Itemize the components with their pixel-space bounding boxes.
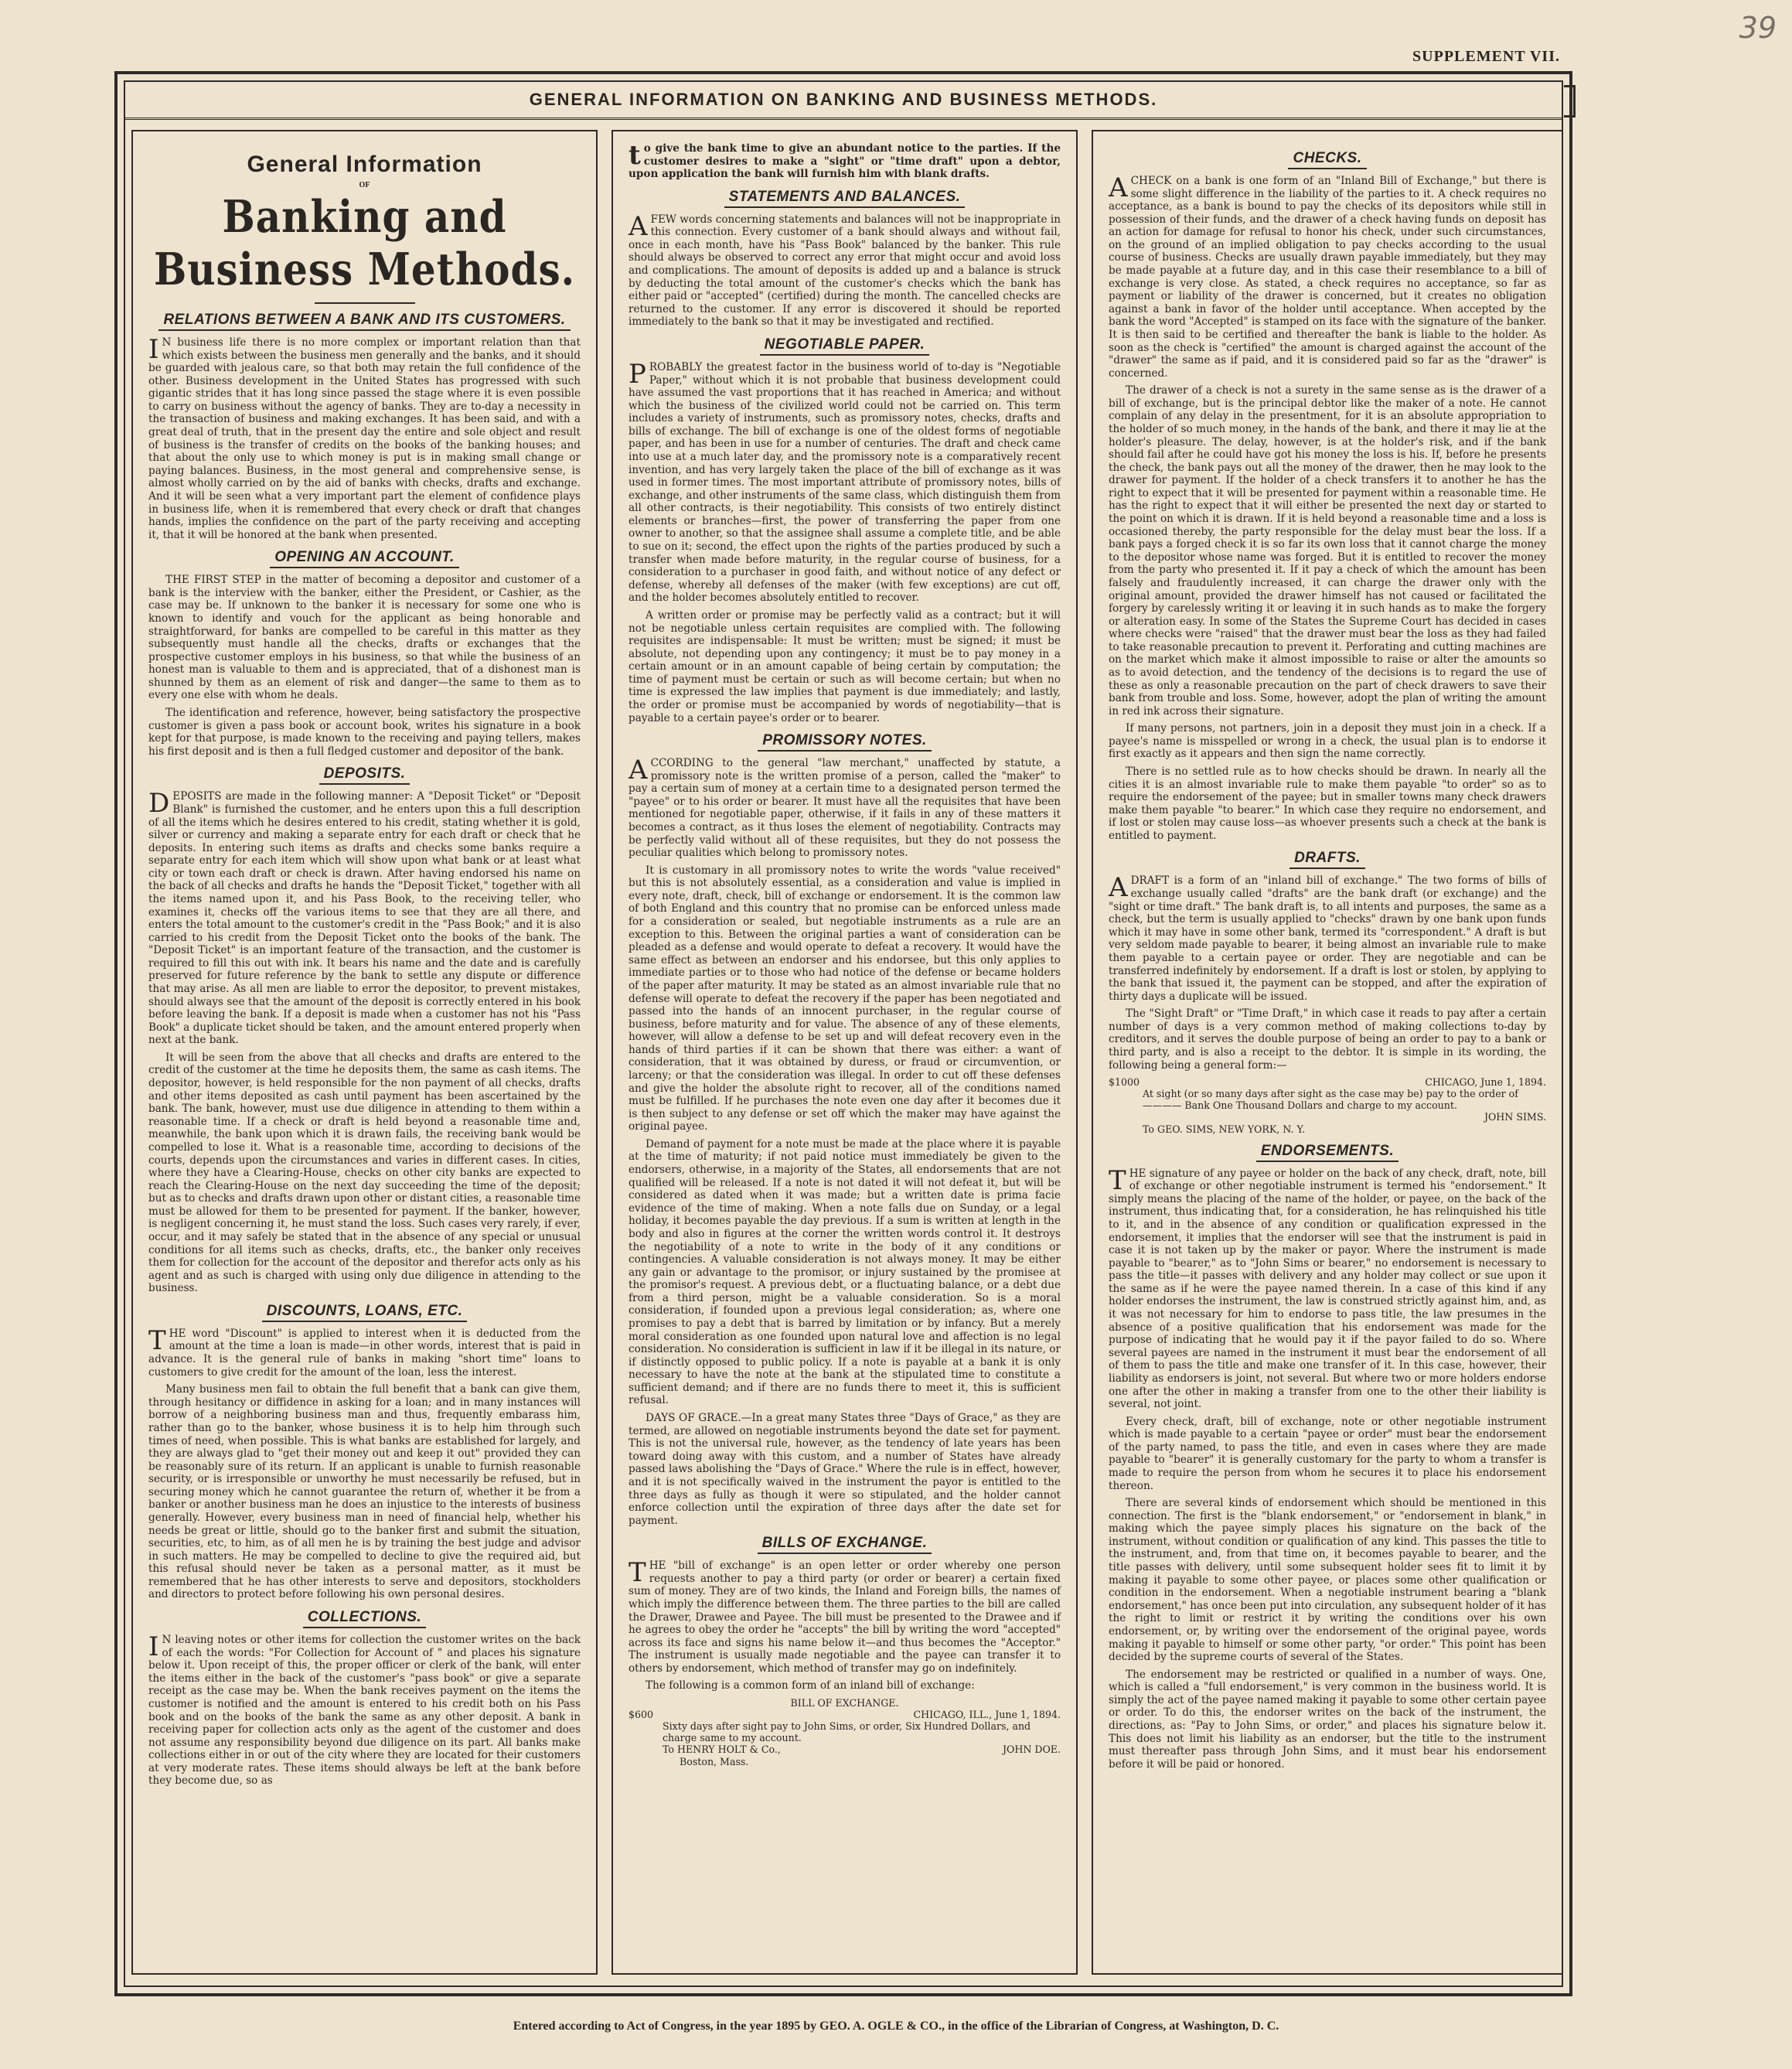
supplement-label: SUPPLEMENT VII. xyxy=(1412,48,1560,65)
checks-p2: The drawer of a check is not a surety in the same sense as is the drawer of a bill of exchange, but is the principal debtor like the maker of a note. He cannot complain of any delay in the presentment, for it is an absolute appropriation to the holder of so much money, in the hands of the bank, and there it may lie at the holder's pleasure. The delay, however, is at the holder's risk, and if the bank should fail after he could have got his money the loss is his. If, before he presents the check, the bank pays out all the money of the drawer, then he may look to the drawer for payment. If the holder of a check transfers it to another he has the right to expect that it will be presented for payment within a reasonable time. He has the right to expect that it will either be presented the next day or started to the point on which it is drawn. If it is held beyond a reasonable time and a loss is occasioned thereby, the party responsible for the delay must bear the loss. If a bank pays a forged check it is so far its own loss that it cannot charge the money to the depositor whose name was forged. But it is entitled to recover the money from the party who presented it. If it pay a check of which the amount has been falsely and fraudulently increased, it can charge the drawer only with the original amount, provided the drawer himself has not caused or facilitated the forgery by carelessly writing it or leaving it in such hands as to make the forgery or alteration easy. In some of the States the Supreme Court has decided in cases where checks were "raised" that the drawer must bear the loss as they had failed to take reasonable precaution to prevent it. Perforating and cutting machines are on the market which make it almost impossible to raise or alter the amounts so as to avoid detection, and the tendency of the decisions is to regard the use of these as only a reasonable precaution on the part of check drawers to save their bank from trouble and loss. Some, however, adopt the plan of writing the amount in red ink across their signature. xyxy=(1109,384,1546,718)
promissory-p1: ACCORDING to the general "law merchant," unaffected by statute, a promissory note is the written promise of a person, called the "maker" to pay a certain sum of money at a certain time to a designated person termed the "payee" or to his order or bearer. It must have all the requisites that have been mentioned for negotiable paper, otherwise, if it fails in any of these matters it becomes a contract, as it thus loses the element of negotiability. Contracts may be perfectly valid without all of these requisites, but they do not possess the peculiar qualities which belong to promissory notes. xyxy=(629,755,1061,860)
endorsements-p3: There are several kinds of endorsement which should be mentioned in this connection. The first is the "blank endorsement," or "endorsement in blank," in making which the payee simply places his signature on the back of the instrument, without condition or qualification of any kind. This passes the title to the instrument, and, from that time on, it becomes payable to bearer, and the title passes with delivery, until some subsequent holder sees fit to limit it by making it payable to some other payee, or places some other qualification or condition in the endorsement. When a negotiable instrument bearing a "blank endorsement," has once been put into circulation, any subsequent holder of it has the right to limit or restrict it by writing the conditions over his own endorsement, or, by writing over the endorsement of the original payee, words making it payable to himself or some other party, "or order." This point has been decided by the supreme courts of several of the States. xyxy=(1109,1497,1546,1664)
draft-form-signer: JOHN SIMS. xyxy=(1484,1111,1546,1123)
checks-p1: ACHECK on a bank is one form of an "Inland Bill of Exchange," but there is some slight difference in the liability of the parties to it. A check requires no acceptance, as a bank is bound to pay the checks of its depositors while still in possession of their funds, and the drawer of a check having funds on deposit has an action for damage for refusal to honor his check, under such circumstances, on the ground of an implied obligation to pay checks according to the usual course of business. Checks are usually drawn payable immediately, but they may be made payable at a future day, and in this case their resemblance to a bill of exchange is very close. As stated, a check requires no acceptance, so far as payment or liability of the drawer is concerned, but it creates no obligation against a bank in favor of the holder until acceptance. When accepted by the bank the word "Accepted" is stamped on its face with the signature of the banker. It is then said to be certified and thereafter the bank is liable to the holder. As soon as the check is "certified" the amount is charged against the account of the "drawer" the same as if paid, and it is considered paid so far as the "drawer" is concerned. xyxy=(1109,172,1546,380)
draft-form xyxy=(1109,1076,1546,1135)
title-rule xyxy=(315,302,415,304)
discounts-p1: THE word "Discount" is applied to interest when it is deducted from the amount at the time a loan is made—in other words, interest that is paid in advance. It is the general rule of banks in making "short time" loans to customers to give credit for the amount of the loan, less the interest. xyxy=(148,1324,581,1379)
promissory-p3: Demand of payment for a note must be made at the place where it is payable at the time of maturity; if not paid notice must immediately be given to the endorsers, otherwise, in a majority of the States, all endorsements that are not qualified will be released. If a note is not dated it will not defeat it, but will be considered as dated when it was made; but a written date is prima facie evidence of the time of making. When a note falls due on Sunday, or a legal holiday, it becomes payable the day previous. If a sum is written at length in the body and also in figures at the corner the written words control it. It destroys the negotiability of a note to write in the body of it any conditions or contingencies. A valuable consideration is not always money. It may be either any gain or advantage to the promisor, or injury sustained by the promisee at the promisor's request. A previous debt, or a fluctuating balance, or a debt due from a third person, might be a valuable consideration. So is a moral consideration, if founded upon a previous legal consideration; as, where one promises to pay a debt that is barred by limitation or by infancy. But a merely moral consideration as one founded upon natural love and affection is no legal consideration. No consideration is sufficient in law if it be illegal in its nature, or if distinctly opposed to public policy. If a note is payable at a bank it is only necessary to have the note at the bank at the stipulated time to constitute a sufficient demand; and if there are no funds there to meet it, this is sufficient refusal. xyxy=(629,1137,1061,1407)
drafts-p2: The "Sight Draft" or "Time Draft," in which case it reads to pay after a certain number of days is a very common method of making collections to-day by creditors, and it serves the double purpose of being an order to pay to a bank or third party, and is also a receipt to the debtor. It is simple in its wording, the following being a general form:— xyxy=(1109,1007,1546,1072)
bill-form-amount: $600 xyxy=(629,1709,654,1721)
draft-form-body: At sight (or so many days after sight as the case may be) pay to the order of ———— Bank One Thousand Dollars and charge to my account. xyxy=(1143,1088,1518,1112)
negotiable-p1: PROBABLY the greatest factor in the business world of to-day is "Negotiable Paper," without which it is not probable that business development could have assumed the vast proportions that it has reached in America; and without which the business of the civilized world could not be carried on. This term includes a variety of instruments, such as promissory notes, checks, drafts and bills of exchange. The bill of exchange is one of the oldest forms of negotiable paper, and has been in use for a number of centuries. The draft and check came into use at a much later day, and the promissory note is a comparatively recent invention, and has very largely taken the place of the bill of exchange as it was used in former times. The most important attribute of promissory notes, bills of exchange, and other instruments of the same class, which distinguish them from all other contracts, is their negotiability. This consists of two entirely distinct elements or branches—first, the power of transferring the paper from one owner to another, so that the assignee shall assume a complete title, and be able to sue on it; second, the effect upon the rights of the parties produced by such a transfer when made before maturity, in the regular course of business, for a consideration to a purchaser in good faith, and without notice of any defect or defense, whereby all defenses of the maker (with few exceptions) are cut off, and the holder becomes absolutely entitled to recover. xyxy=(629,358,1061,605)
endorsements-p1: THE signature of any payee or holder on the back of any check, draft, note, bill of exchange or other negotiable instrument is termed his "endorsement." It simply means the placing of the name of the holder, or payee, on the back of the instrument, thus indicating that, for a consideration, he has relinquished his title to it, and in the absence of any condition or qualification expressed in the endorsement, it implies that the endorser will see that the instrument is paid in case it is not taken up by the maker or payor. Where the instrument is made payable to "bearer," as to "John Sims or bearer," no endorsement is necessary to pass the title—it passes with delivery and any holder may collect or sue upon it the same as if he were the payee named therein. In a case of this kind if any holder endorses the instrument, the law is construed strictly against him, and, as it was not necessary for him to endorse to pass title, the law presumes in the absence of a positive qualification that his endorsement was made for the purpose of indicating that he would pay it if the payor failed to do so. Where several payees are named in the instrument it must bear the endorsement of all of them to pass the title and make one transfer of it. In this case, however, their liability as endorsers is joint, not several. But where two or more holders endorse one after the other in making a transfer from one to the other their liability is several, not joint. xyxy=(1109,1164,1546,1411)
page-frame xyxy=(114,71,1572,1996)
endorsements-p4: The endorsement may be restricted or qualified in a number of ways. One, which is called a "full endorsement," is very common in the business world. It is simply the act of the payee named making it payable to some other certain payee or order. To do this, the endorser writes on the back of the instrument, the directions, as: "Pay to John Sims, or order," and places his signature below it. This does not limit his liability as an endorser, but the title to the instrument must thereafter pass through John Sims, and it must bear his endorsement before it will be paid or honored. xyxy=(1109,1668,1546,1771)
heading-deposits: DEPOSITS. xyxy=(148,765,581,782)
heading-drafts: DRAFTS. xyxy=(1109,850,1546,867)
bills-p1: THE "bill of exchange" is an open letter or order whereby one person requests another to pay a third party (or order or bearer) a certain fixed sum of money. They are of two kinds, the Inland and Foreign bills, the names of which imply the difference between them. The three parties to the bill are called the Drawer, Drawee and Payee. The bill must be presented to the Drawee and if he agrees to obey the order he "accepts" the bill by writing the word "accepted" across its face and signs his name below it—and thus becomes the "Acceptor." The instrument is usually made negotiable and the payee can transfer it to others by endorsement, which method of transfer may go on indefinitely. xyxy=(629,1557,1061,1675)
bill-form-date: CHICAGO, ILL., June 1, 1894. xyxy=(913,1709,1061,1721)
heading-endorsements: ENDORSEMENTS. xyxy=(1109,1143,1546,1160)
title-of: OF xyxy=(359,181,370,189)
drafts-p1: ADRAFT is a form of an "inland bill of exchange." The two forms of bills of exchange usually called "drafts" are the bank draft (or exchange) and the "sight or time draft." The bank draft is, to all intents and purposes, the same as a check, but the term is usually applied to "checks" drawn by one bank upon funds which it may have in some other bank, termed its "correspondent." A draft is but very seldom made payable to bearer, it being almost an invariable rule to make them payable to a certain payee or order. They are negotiable and can be transferred indefinitely by endorsement. If a draft is lost or stolen, by applying to the bank that issued it, the payment can be stopped, and after the expiration of thirty days a duplicate will be issued. xyxy=(1109,872,1546,1003)
heading-negotiable: NEGOTIABLE PAPER. xyxy=(629,336,1061,353)
draft-form-to: To GEO. SIMS, NEW YORK, N. Y. xyxy=(1143,1123,1306,1135)
banner-bracket xyxy=(1564,85,1576,118)
heading-opening: OPENING AN ACCOUNT. xyxy=(148,549,581,566)
heading-relations: RELATIONS BETWEEN A BANK AND ITS CUSTOMERS. xyxy=(148,312,581,329)
main-title xyxy=(148,152,581,304)
collections-continued: to give the bank time to give an abundant notice to the parties. If the customer desires to make a "sight" or "time draft" upon a debtor, upon application the bank will furnish him with blank drafts. xyxy=(629,140,1061,181)
discounts-p2: Many business men fail to obtain the full benefit that a bank can give them, through hesitancy or diffidence in asking for a loan; and in many instances will borrow of a neighboring business man and thus, frequently embarass him, rather than go to the banker, whose business it is to help him through such times of need, when possible. This is what banks are established for largely, and they are always glad to "get their money out and keep it out" provided they can be reasonably sure of its return. If an applicant is unable to furnish reasonable security, or is irresponsible or unworthy he must necessarily be refused, but in securing money which he cannot guarantee the return of, whether it be from a banker or another business man he does an injustice to the interests of business generally. However, every business man in need of financial help, whether his needs be great or little, should go to the banker first and submit the situation, securities, etc, to him, as of all men he is by training the best judge and advisor in such matters. He may be compelled to decline to give the required aid, but this refusal should never be taken as a personal matter, as it must be remembered that he has other interests to serve and depositors, stockholders and directors to protect before following his own personal desires. xyxy=(148,1383,581,1601)
title-line2: Banking and Business Methods. xyxy=(153,190,576,295)
draft-form-amount: $1000 xyxy=(1109,1076,1140,1089)
heading-discounts: DISCOUNTS, LOANS, ETC. xyxy=(148,1303,581,1320)
banner-title: GENERAL INFORMATION ON BANKING AND BUSINESS METHODS. xyxy=(125,82,1562,120)
page-number: 39 xyxy=(1739,11,1777,45)
bill-form-body: Sixty days after sight pay to John Sims, or order, Six Hundred Dollars, and charge same to my account. xyxy=(663,1720,1031,1744)
bills-p2: The following is a common form of an inland bill of exchange: xyxy=(646,1679,975,1692)
deposits-p2: It will be seen from the above that all checks and drafts are entered to the credit of the customer at the time he deposits them, the same as cash items. The depositor, however, is held responsible for the non payment of all checks, drafts and other items deposited as cash until payment has been ascertained by the bank. The bank, however, must use due diligence in attending to them within a reasonable time. If a check or draft is held beyond a reasonable time and, meanwhile, the bank upon which it is drawn fails, the receiving bank would be compelled to lose it. What is a reasonable time, according to decisions of the courts, depends upon the circumstances and varies in different cases. In cities, where they have a Clearing-House, checks on other city banks are expected to reach the Clearing-House on the next day succeeding the time of the deposit; but as to checks and drafts drawn upon other or distant cities, a reasonable time must be allowed for them to be presented for payment. If the banker, however, is negligent concerning it, he must stand the loss. Such cases very rarely, if ever, occur, and it may safely be stated that in the absence of any special or unusual conditions for all items such as checks, drafts, etc., the banker only receives them for collection for the account of the depositor and therefor acts only as his agent and as such is charged with using only due diligence in attending to the business. xyxy=(148,1051,581,1295)
bill-form-to: To HENRY HOLT & Co., xyxy=(663,1743,781,1756)
opening-p1: THE FIRST STEP in the matter of becoming a depositor and customer of a bank is the interview with the banker, either the President, or Cashier, as the case may be. If unknown to the banker it is necessary for some one who is known to identify and vouch for the applicant as being honorable and straightforward, for banks are compelled to be careful in this matter as they subsequently must handle all the checks, drafts or exchanges that the prospective customer employs in his business, so that while the business of an honest man is valuable to them and is appreciated, that of a dishonest man is shunned by them as an element of risk and danger—the same to them as to every one else with whom he deals. xyxy=(148,574,581,702)
opening-p2: The identification and reference, however, being satisfactory the prospective customer is given a pass book or account book, writes his signature in a book kept for that purpose, is made known to the receiving and paying tellers, makes his first deposit and is then a full fledged customer and depositor of the bank. xyxy=(148,707,581,758)
bill-form-signer: JOHN DOE. xyxy=(1003,1743,1061,1756)
bill-form xyxy=(629,1697,1061,1767)
column-1 xyxy=(131,130,598,1975)
heading-statements: STATEMENTS AND BALANCES. xyxy=(629,189,1061,206)
heading-collections: COLLECTIONS. xyxy=(148,1609,581,1626)
statements-p1: AFEW words concerning statements and balances will not be inappropriate in this connection. Every customer of a bank should always and without fail, once in each month, have his "Pass Book" balanced by the banker. This rule should always be observed to correct any error that might occur and avoid loss and complications. The amount of deposits is added up and a balance is struck by deducting the total amount of the customer's checks which the bank has either paid or "accepted" (certified) during the month. The cancelled checks are returned to the customer. If any error is discovered it should be reported immediately to the bank so that it may be investigated and rectified. xyxy=(629,210,1061,329)
inner-frame xyxy=(124,80,1563,1987)
bill-form-city: Boston, Mass. xyxy=(680,1755,749,1767)
deposits-p1: DEPOSITS are made in the following manner: A "Deposit Ticket" or "Deposit Blank" is furnished the customer, and he enters upon this a full description of all the items which he desires entered to his credit, stating whether it is gold, silver or currency and making a separate entry for each draft or check that he deposits. In entering such items as drafts and checks some banks require a separate entry for each item which will show upon what bank or at least what city or town each draft or check is drawn. After having endorsed his name on the back of all checks and drafts he hands the "Deposit Ticket," together with all the items named upon it, and his Pass Book, to the receiving teller, who examines it, checks off the various items to see that they are all there, and enters the total amount to the customer's credit in the "Pass Book;" and it is also carried to his credit from the Deposit Ticket onto the books of the bank. The "Deposit Ticket" is an important feature of the transaction, and the customer is required to fill this out with ink. It bears his name and the date and is carefully preserved for future reference by the bank to settle any dispute or difference that may arise. As all men are liable to error the depositor, to prevent mistakes, should always see that the amount of the deposit is correctly entered in his book before leaving the bank. If a deposit is made when a customer has not his "Pass Book" a duplicate ticket should be taken, and the amount entered properly when next at the bank. xyxy=(148,788,581,1047)
copyright-footer: Entered according to Act of Congress, in the year 1895 by GEO. A. OGLE & CO., in the office of the Librarian of Congress, at Washington, D. C. xyxy=(513,2020,1279,2033)
bill-form-title: BILL OF EXCHANGE. xyxy=(790,1697,899,1709)
relations-p1: IN business life there is no more complex or important relation than that which exists between the business men generally and the banks, and it should be guarded with jealous care, so that both may retain the full confidence of the other. Business development in the United States has progressed with such gigantic strides that it has long since passed the stage where it is even possible to carry on business without the agency of banks. They are to-day a necessity in the transaction of business and making exchanges. It has been said, and with a great deal of truth, that in the present day the entire and sole object and result of business is the transfer of credits on the books of the banking houses; and that about the only use to which money is put is in making small change or paying balances. Business, in the most general and comprehensive sense, is almost wholly carried on by the aid of banks with checks, drafts and exchange. And it will be seen what a very important part the element of confidence plays in business life, when it is remembered that every check or draft that changes hands, implies the confidence on the part of the party receiving and accepting it, that it will be honored at the bank when presented. xyxy=(148,334,581,541)
column-2 xyxy=(612,130,1078,1975)
draft-form-date: CHICAGO, June 1, 1894. xyxy=(1425,1076,1546,1089)
endorsements-p2: Every check, draft, bill of exchange, note or other negotiable instrument which is made payable to a certain "payee or order" must bear the endorsement of the party named, to pass the title, and even in cases where they are made payable to "bearer" it is generally customary for the party to whom a transfer is made to require the person from whom he secures it to place his endorsement thereon. xyxy=(1109,1415,1546,1492)
negotiable-p2: A written order or promise may be perfectly valid as a contract; but it will not be negotiable unless certain requisites are complied with. The following requisites are indispensable: It must be written; must be signed; it must be absolute, not depending upon any contingency; it must be to pay money in a certain amount or in an amount capable of being certain by computation; the time of payment must be certain or such as will become certain; but when no time is expressed the law implies that payment is due immediately; and lastly, the order or promise must be accompanied by words of negotiability—that is payable to a certain payee's order or to bearer. xyxy=(629,608,1061,724)
promissory-p4: DAYS OF GRACE.—In a great many States three "Days of Grace," as they are termed, are allowed on negotiable instruments beyond the date set for payment. This is not the universal rule, however, as the tendency of late years has been toward doing away with this custom, and a number of States have already passed laws abolishing the "Days of Grace." Where the rule is in effect, however, and it is not specifically waived in the instrument the payor is entitled to the three days as fully as though it were so stipulated, and the holder cannot enforce collection until the expiration of three days after the date set for payment. xyxy=(629,1412,1061,1527)
promissory-p2: It is customary in all promissory notes to write the words "value received" but this is not absolutely essential, as a consideration and value is implied in every note, draft, check, bill of exchange or endorsement. It is the common law of both England and this country that no promise can be enforced unless made for a consideration or sealed, but negotiable instruments as a rule are an exception to this. Between the original parties a want of consideration can be pleaded as a defense and would operate to defeat a recovery. It would have the same effect as between an endorser and his endorsee, but this only applies to immediate parties or to those who had notice of the defense or became holders of the paper after maturity. It may be stated as an almost invariable rule that no defense will operate to defeat the recovery if the paper has been negotiated and passed into the hands of an innocent purchaser, in the regular course of business, before maturity and for value. The absence of any of these elements, however, will allow a defense to be set up and will defeat recovery even in the hands of third parties if it can be shown that there was either: a want of consideration, that it was obtained by duress, or fraud or circumvention, or larceny; or that the consideration was illegal. In order to cut off these defenses and give the holder the absolute right to recover, all of the conditions named must be fulfilled. If he purchases the note even one day after it becomes due it is then subject to any defense or set off which the maker may have against the original payee. xyxy=(629,864,1061,1133)
collections-p1: IN leaving notes or other items for collection the customer writes on the back of each the words: "For Collection for Account of " and places his signature below it. Upon receipt of this, the proper officer or clerk of the bank, will enter the items either in the back of the customer's "pass book" or give a separate receipt as the case may be. When the bank receives payment on the items the customer is notified and the amount is entered to his credit both on his Pass book and on the books of the bank the same as any other deposit. A bank in receiving paper for collection acts only as the agent of the customer and does not assume any responsibility beyond due diligence on its part. All banks make collections either in or out of the city where they are located for their customers at very moderate rates. These items should always be left at the bank before they become due, so as xyxy=(148,1631,581,1788)
heading-bills: BILLS OF EXCHANGE. xyxy=(629,1535,1061,1552)
checks-p4: There is no settled rule as to how checks should be drawn. In nearly all the cities it is an almost invariable rule to make them payable "to order" so as to require the endorsement of the payee; but in smaller towns many check drawers make them payable "to bearer." In which case they require no endorsement, and if lost or stolen may cause loss—as whoever presents such a check at the bank is entitled to payment. xyxy=(1109,765,1546,842)
heading-promissory: PROMISSORY NOTES. xyxy=(629,732,1061,749)
title-line1: General Information xyxy=(247,152,482,177)
column-3 xyxy=(1092,130,1563,1975)
checks-p3: If many persons, not partners, join in a deposit they must join in a check. If a payee's name is misspelled or wrong in a check, the usual plan is to endorse it first exactly as it appears and then sign the name correctly. xyxy=(1109,722,1546,761)
heading-checks: CHECKS. xyxy=(1109,150,1546,167)
